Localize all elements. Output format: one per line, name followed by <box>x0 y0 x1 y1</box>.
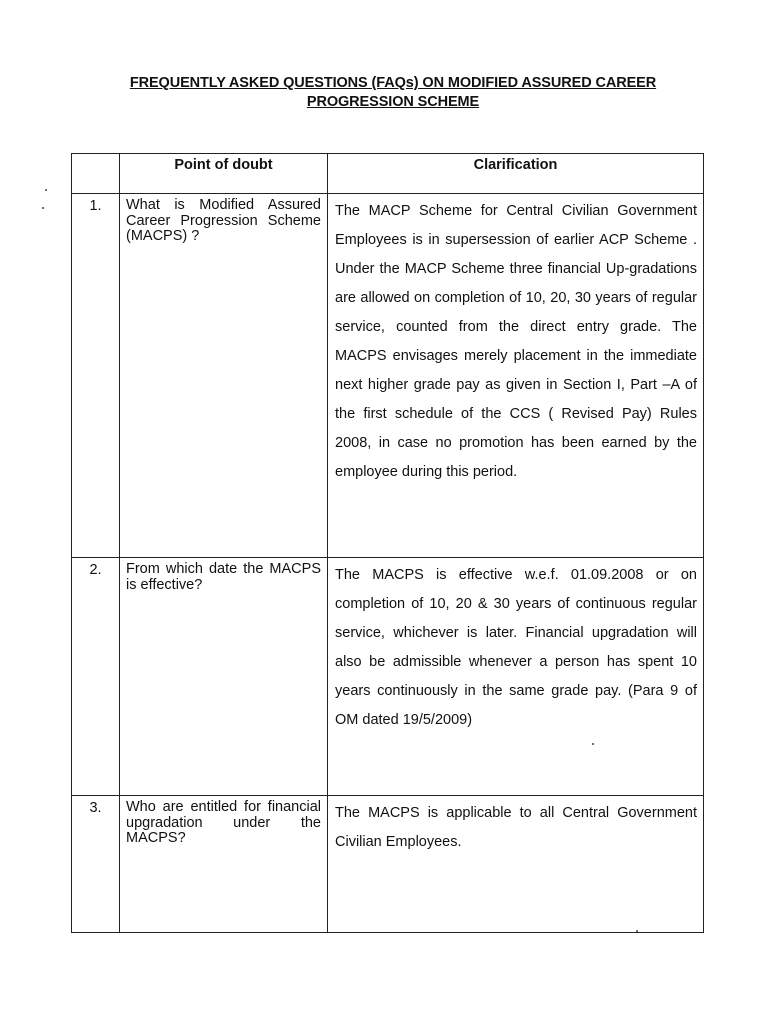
row-question: What is Modified Assured Career Progression Scheme (MACPS) ? <box>120 194 328 558</box>
row-question: Who are entitled for financial upgradation under the MACPS? <box>120 796 328 933</box>
table-row <box>72 796 704 933</box>
row-number: 2. <box>72 558 120 796</box>
row-number: 3. <box>72 796 120 933</box>
table-header-row <box>72 154 704 194</box>
scan-speck <box>592 743 594 745</box>
scan-speck <box>42 207 44 209</box>
row-question: From which date the MACPS is effective? <box>120 558 328 796</box>
row-answer: The MACP Scheme for Central Civilian Government Employees is in supersession of earlier ACP Scheme . Under the MACP Scheme three financial Up-gradations are allowed on completion of 10, 20, 30 years of regular service, counted from the direct entry grade. The MACPS envisages merely placement in the immediate next higher grade pay as given in Section I, Part –A of the first schedule of the CCS ( Revised Pay) Rules 2008, in case no promotion has been earned by the employee during this period. <box>328 194 704 558</box>
faq-table <box>71 153 704 933</box>
table-row <box>72 558 704 796</box>
scan-speck <box>636 930 638 932</box>
header-clarification: Clarification <box>328 154 704 194</box>
header-number <box>72 154 120 194</box>
scan-speck <box>45 189 47 191</box>
row-answer: The MACPS is applicable to all Central Government Civilian Employees. <box>328 796 704 933</box>
document-title <box>60 74 726 112</box>
row-answer: The MACPS is effective w.e.f. 01.09.2008 or on completion of 10, 20 & 30 years of continuous regular service, whichever is later. Financial upgradation will also be admissible whenever a person has spent 10 years continuously in the same grade pay. (Para 9 of OM dated 19/5/2009) <box>328 558 704 796</box>
header-point-of-doubt: Point of doubt <box>120 154 328 194</box>
title-line-1: FREQUENTLY ASKED QUESTIONS (FAQs) ON MODIFIED ASSURED CAREER <box>129 75 657 91</box>
title-line-2: PROGRESSION SCHEME <box>306 94 480 110</box>
row-number: 1. <box>72 194 120 558</box>
table-row <box>72 194 704 558</box>
